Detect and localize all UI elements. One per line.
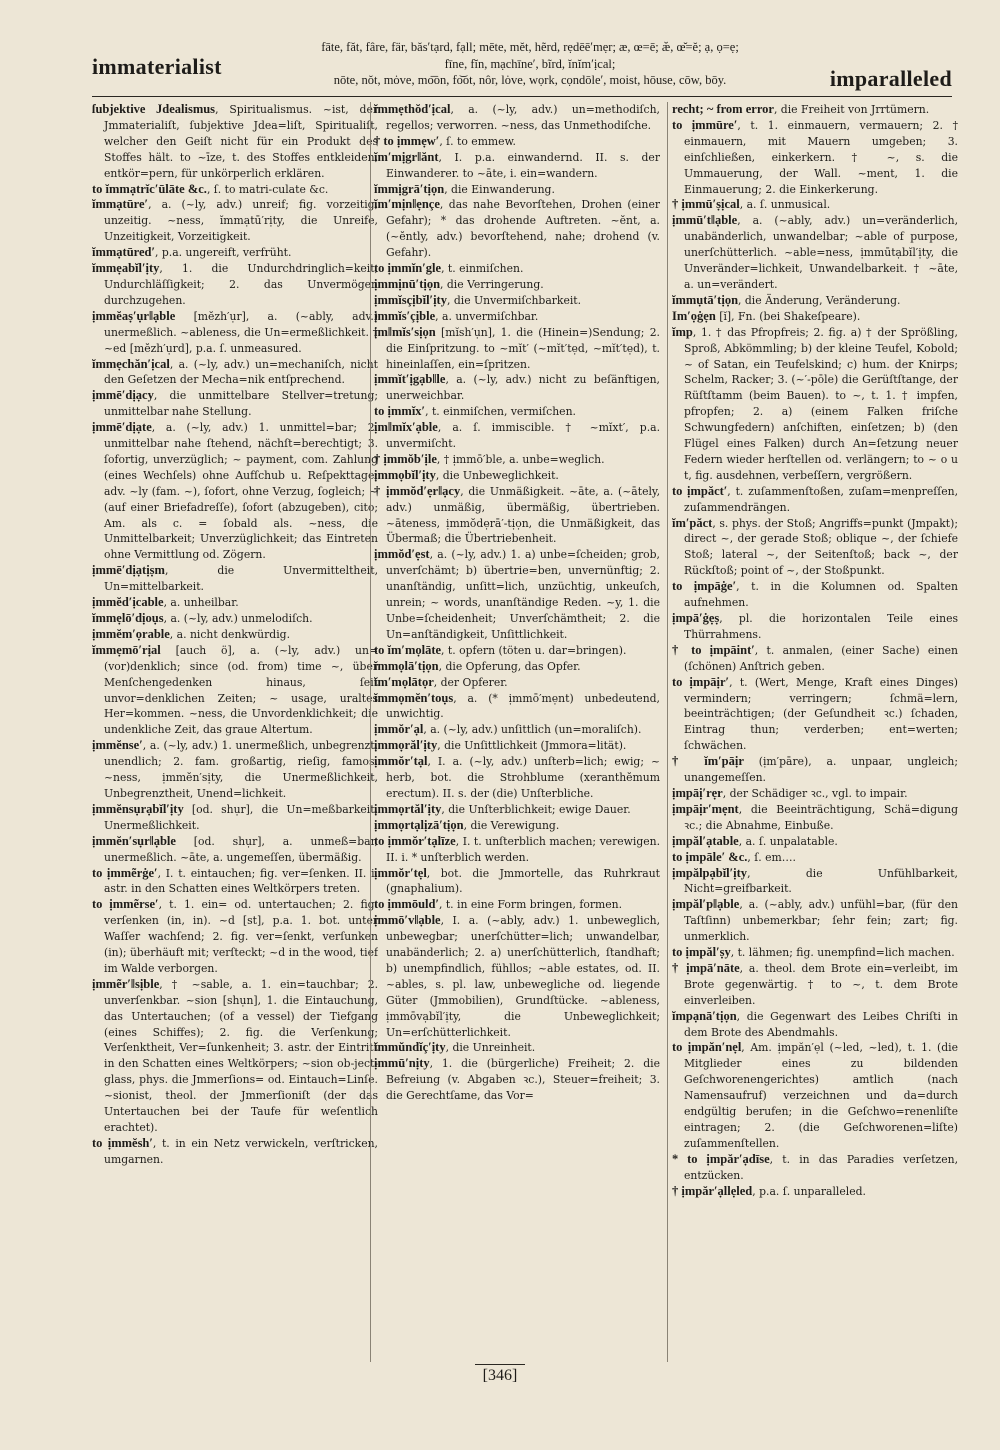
entry-headword: ịmmū′nịty [374,1056,430,1071]
dictionary-entry: ĭm′mọlātọr, der Opferer. [374,674,508,689]
entry-headword: ĭmmẹmō′rịal [92,642,161,657]
dictionary-entry: † ĭm′pāịr (ịm′pāre), a. unpaar, ungleich; unangemeſſen. [672,754,958,785]
dictionary-entry: ịmpā′ġẹṣ, pl. die horizontalen Teile eines Thürrahmens. [672,611,958,641]
dictionary-entry: to ịmmẽrse′, t. 1. ein= od. untertauchen; 2. fig. verſenken (in, in). ~d [st], p.a. 1. bot. unter Waſſer wachſend; 2. fig. ver=ſenkt, verſunken (in); überhäuft mit; verſteckt; ~d in the wood, tief im Walde verborgen. [92,897,378,975]
column-middle [374,102,660,1362]
dictionary-entry: ịmmū′t‖ạble, a. (~ably, adv.) un=veränderlich, unabänderlich, unwandelbar; ~able of purpose, unerſchütterlich. ~able=ness, ịmmūtạbĭl′ịty, die Unveränder=lichkeit, Unwandelbarkeit. † ~āte, a. un=verändert. [672,213,958,291]
entry-headword: ịmmĭsçịbĭl′ịty [374,292,447,307]
entry-headword: † ịmmū′ṣịcal [672,197,740,212]
entry-headword: ịmmĕn′sụr‖ạble [92,833,176,848]
entry-headword: ịmmĭs′çịble [374,308,436,323]
dictionary-entry: ĭmmẹlō′dịoụs, a. (~ly, adv.) unmelodiſch. [92,611,313,625]
entry-headword: ịmpāị′rẹr [672,785,723,800]
entry-headword: ſubjektive Jdealismus [92,102,216,116]
dictionary-entry: ịm‖mĭs′sịọn [mĭsh′ụn], 1. die (Hinein=)Sendung; 2. die Einſpritzung. to ~mĭt′ (~mĭt′tẹd, ~mĭt′tẹd), t. hineinlaſſen, ein=ſpritzen. [374,324,660,371]
dictionary-entry: ịmmịnū′tịọn, die Verringerung. [374,276,544,291]
dictionary-entry: to ịmmĭn′gle, t. einmiſchen. [374,261,524,276]
dictionary-entry: ĭmp, 1. † das Pfropfreis; 2. fig. a) † der Sprößling, Sproß, Abkömmling; b) der kleine Teufel, Kobold; ~ of Satan, ein Teufelskind; c) hum. der Knirps; Schelm, Racker; 3. (~′-pōle) die Gerüſtſtange, der Rüſtſtamm (beim Bauen). to ~, t. 1. † impfen, pfropfen; 2. a) (einem Falken friſche Schwungfedern) anſchiften, einſetzen; b) (den Flügel eines Falken) durch An=ſetzung neuer Federn wieder herſtellen od. verlängern; to ~ o u t, fig. ausdehnen, verbeſſern, vergrößern. [672,324,958,482]
entry-headword: ịmmịnū′tịọn [374,276,441,291]
entry-headword: ịmmē′dịạte [92,420,152,435]
dictionary-entry: ịmmĕnse′, a. (~ly, adv.) 1. unermeßlich, unbegrenzt, unendlich; 2. fam. großartig, rieſig, famos. ~ness, ịmmĕn′sịty, die Unermeßlichkeit, Unbegrenztheit, Unend=lichkeit. [92,738,378,800]
dictionary-entry: ĭmmẹthŏd′ịcal, a. (~ly, adv.) un=methodiſch, regellos; verworren. ~ness, das Unmethodiſche. [374,102,660,132]
entry-headword: † ịmpā′nāte [672,960,740,975]
entry-headword: ịmmĭt′ịgạb‖le [374,372,446,387]
dictionary-entry: ịmmĕnsụrạbĭl′ịty [od. shụr], die Un=meßbarkeit, Unermeßlichkeit. [92,801,378,832]
entry-headword: to ĭm′mọlāte [374,642,442,657]
column-divider [370,102,371,1362]
dictionary-entry: ịmmĕm′ọrable, a. nicht denkwürdig. [92,626,291,641]
dictionary-entry: ĭm′mịn‖ẹnçe, das nahe Bevorſtehen, Drohen (einer Gefahr); * das drohende Auftreten. ~ĕnt, a. (~ĕntly, adv.) bevorſtehend, nahe; drohend (v. Gefahr). [374,197,660,260]
entry-headword: ịmmĕaṣ′ụr‖ạble [92,308,176,323]
dictionary-entry: ſubjektive Jdealismus, Spiritualismus. ~ist, der Jmmaterialiſt, ſubjektive Jdea=liſt, Spiritualiſt, welcher den Geiſt nicht für ein Produkt des Stoffes hält. to ~īze, t. des Stoffes entkleiden, entkör=pern, für unkörperlich erklären. [92,102,378,180]
entry-headword: ịmmĕd′ịcable [92,595,164,610]
entry-headword: to ịmpăl′ṣy [672,945,731,960]
entry-headword: ịmmọrăl′ịty [374,738,438,753]
entry-headword: to ịmmĭx′ [374,404,426,419]
dictionary-entry: ịmpăl′p‖ạble, a. (~ably, adv.) unfühl=bar, (für den Taſtſinn) unbemerkbar; ſehr fein; zart; fig. unmerklich. [672,897,958,944]
entry-headword: ĭmmẹlō′dịoụs [92,611,164,625]
entry-headword: ịmmŏr′tạl [374,754,428,769]
entry-headword: ịmmọrtạlịzā′tịọn [374,817,464,832]
entry-headword: ĭmp [672,324,693,339]
dictionary-entry: † ịmmŏb′ịle, † ịmmō′ble, a. unbe=weglich. [374,451,605,466]
dictionary-entry: ịmmĭt′ịgạb‖le, a. (~ly, adv.) nicht zu beſänftigen, unerweichbar. [374,372,660,403]
entry-headword: ịmmĕnse′ [92,738,143,753]
entry-headword: ịmpăl′p‖ạble [672,897,740,912]
dictionary-entry: ĭmmạtūre′, a. (~ly, adv.) unreif; fig. vorzeitig, unzeitig. ~ness, ĭmmạtū′rịty, die Unreife, Unzeitigkeit, Vorzeitigkeit. [92,197,378,244]
dictionary-entry: ĭmmịgrā′tịọn, die Einwanderung. [374,181,555,196]
dictionary-entry: to ĭm′mọlāte, t. opfern (töten u. dar=bringen). [374,642,627,657]
entry-headword: ĭmmẹabĭl′ịty [92,261,160,276]
dictionary-entry: ĭmmŭndĭç′ịty, die Unreinheit. [374,1040,536,1055]
dictionary-entry: ịmmọrtăl′ịty, die Unſterblichkeit; ewige Dauer. [374,801,631,816]
dictionary-entry: ịmmĭs′çịble, a. unvermiſchbar. [374,308,539,323]
entry-headword: ịmmĕnsụrạbĭl′ịty [92,801,184,816]
entry-headword: ịmmō′v‖ạble [374,913,441,928]
entry-headword: ĭmmịgrā′tịọn [374,181,445,196]
dictionary-entry: ịmmĕn′sụr‖ạble [od. shụr], a. unmeß=bar, unermeßlich. ~āte, a. ungemeſſen, übermäßig. [92,833,378,864]
entry-headword: Im′ọġẹn [672,308,716,323]
pronunciation-key-line: nōte, nŏt, mȯve, mo͞on, fo͝ot, nôr, lȯve, wọrk, cọndōle′, moist, hōuse, cōw, bōy. [333,73,727,87]
dictionary-entry: to ịmpāle′ &c., ſ. em…. [672,849,796,864]
entry-headword: † to ịmpāint′ [672,642,755,657]
dictionary-entry: † to ịmmẹw′, ſ. to emmew. [374,133,516,148]
dictionary-entry: ịmmŏd′ẹst, a. (~ly, adv.) 1. a) unbe=ſcheiden; grob, unverſchämt; b) übertrie=ben, unvernünftig; 2. unanſtändig, unſitt=lich, unzüchtig, unkeuſch, unrein; ~ words, unanſtändige Reden. ~y, 1. die Unbe=ſcheidenheit; Unverſchämtheit; 2. die Un=anſtändigkeit, Unſittlichkeit. [374,547,660,641]
entry-headword: ịmmọbĭl′ịty [374,467,436,482]
dictionary-entry: to ịmpāġe′, t. in die Kolumnen od. Spalten aufnehmen. [672,579,958,610]
entry-headword: ịmpălpạbĭl′ịty [672,865,748,880]
dictionary-entry: ịmmē′dịạcy, die unmittelbare Stellver=tretung; unmittelbar nahe Stellung. [92,388,378,419]
entry-headword: † ịmmŏb′ịle [374,451,437,466]
entry-headword: to ịmmūre′ [672,117,738,132]
dictionary-entry: ịmmọrtạlịzā′tịọn, die Verewigung. [374,817,560,832]
entry-headword: to ịmmĕsh′ [92,1135,153,1150]
entry-headword: recht; ~ from error [672,102,774,116]
dictionary-entry: ịmpāị′rẹr, der Schädiger ꝛc., vgl. to impair. [672,785,908,800]
dictionary-entry: ịmpāịr′mẹnt, die Beeinträchtigung, Schä=digung ꝛc.; die Abnahme, Einbuße. [672,801,958,832]
dictionary-entry: to ịmmŏr′tạlīze, I. t. unſterblich machen; verewigen. II. i. * unſterblich werden. [374,833,660,864]
entry-headword: ịmmẽr′‖sịble [92,976,160,991]
page-number: [346] [475,1364,526,1385]
entry-headword: ĭmmẹthŏd′ịcal [374,102,451,116]
entry-headword: to ịmmẽrse′ [92,897,159,912]
dictionary-entry: ịmmū′nịty, 1. die (bürgerliche) Freiheit; 2. die Befreiung (v. Abgaben ꝛc.), Steuer=freiheit; 3. die Gerechtſame, das Vor= [374,1056,660,1103]
entry-headword: ịmpăl′ạtable [672,833,739,848]
entry-headword: ịmpāịr′mẹnt [672,801,739,816]
entry-headword: to ịmpāle′ &c. [672,849,748,864]
entry-headword: to ịmmōuld′ [374,897,439,912]
dictionary-entry: to ịmmĕsh′, t. in ein Netz verwickeln, verſtricken, umgarnen. [92,1135,378,1166]
entry-headword: ĭmpạnā′tịọn [672,1008,737,1023]
dictionary-entry: ịm‖mĭx′ạble, a. ſ. immiscible. † ~mĭxt′, p.a. unvermiſcht. [374,420,660,451]
dictionary-entry: Im′ọġẹn [ĭ], Fn. (bei Shakeſpeare). [672,308,861,323]
page-number-area [0,1364,1000,1385]
entry-headword: † to ịmmẹw′ [374,133,440,148]
entry-headword: ịmmŏr′ạl [374,722,424,737]
entry-headword: ĭmmọlā′tịọn [374,658,439,673]
column-left [92,102,378,1362]
dictionary-entry: ĭmmẹmō′rịal [auch ö], a. (~ly, adv.) un=(vor)denklich; since (od. from) time ~, über Menſchengedenken hinaus, ſeit unvor=denklichen Zeiten; ~ usage, uraltes Her=kommen. ~ness, die Unvordenklichkeit; die undenkliche Zeit, das graue Altertum. [92,642,378,737]
dictionary-entry: ịmmŏr′tạl, I. a. (~ly, adv.) unſterb=lich; ewig; ~ herb, bot. die Strohblume (xeranthĕmum erectum). II. s. der (die) Unſterbliche. [374,754,660,800]
entry-headword: * to ịmpăr′ạdīse [672,1151,770,1166]
dictionary-entry: ĭmmọlā′tịọn, die Opferung, das Opfer. [374,658,581,673]
pronunciation-key-line: fāte, făt, fâre, fär, băs′tạrd, fạll; mēte, mĕt, hẽrd, rẹdēē′mẹr; æ, œ=ē; æ̆, œ̆=ĕ; ạ, ọ=ẹ; [321,40,739,54]
entry-headword: to ịmmẽrġe′ [92,865,158,880]
right-running-headword: imparalleled [829,66,952,91]
entry-headword: ĭm′mọlātọr [374,674,434,689]
pronunciation-key-line: fīne, fĭn, mạchīne′, bĩrd, ĭnĭm′ịcal; [444,57,616,71]
entry-headword: ịmmọrtăl′ịty [374,801,442,816]
dictionary-entry: ịmmọrăl′ịty, die Unſittlichkeit (Jmmora=lität). [374,738,627,753]
dictionary-entry: ịmmĕd′ịcable, a. unheilbar. [92,595,239,610]
dictionary-entry: to ịmmĭx′, t. einmiſchen, vermiſchen. [374,404,576,419]
dictionary-entry: ĭmmẹabĭl′ịty, 1. die Undurchdringlich=keit, Undurchläſſigkeit; 2. das Unvermögen durchzugehen. [92,261,378,307]
entry-headword: ĭmmụtā′tịọn [672,292,739,307]
dictionary-entry: ịmmọbĭl′ịty, die Unbeweglichkeit. [374,467,559,482]
entry-headword: ịmmū′t‖ạble [672,213,738,228]
entry-headword: ịmmē′dịạtịṣm [92,563,165,578]
dictionary-entry: to ịmpăl′ṣy, t. lähmen; fig. unempfind=lich machen. [672,945,955,960]
dictionary-entry: ĭm′mịgr‖ănt, I. p.a. einwandernd. II. s. der Einwanderer. to ~āte, i. ein=wandern. [374,149,660,180]
entry-headword: ịmmĕm′ọrable [92,626,170,641]
dictionary-entry: ĭmmọmĕn′toụs, a. (* ịmmō′mẹnt) unbedeutend, unwichtig. [374,690,660,721]
dictionary-entry: to ịmmẽrġe′, I. t. eintauchen; fig. ver=ſenken. II. i. astr. in den Schatten eines Weltkörpers treten. [92,865,378,896]
dictionary-entry: ĭmpạnā′tịọn, die Gegenwart des Leibes Chriſti in dem Brote des Abendmahls. [672,1008,958,1039]
dictionary-entry: to ịmmōuld′, t. in eine Form bringen, formen. [374,897,623,912]
dictionary-entry: ịmmẽr′‖sịble, † ~sable, a. 1. ein=tauchbar; 2. unverſenkbar. ~sion [shụn], 1. die Eintauchung, das Untertauchen; (of a vessel) der Tiefgang (eines Schiffes); 2. fig. die Verſenkung; Verſenktheit, Ver=ſunkenheit; 3. astr. der Eintritt in den Schatten eines Weltkörpers; ~sion ob-ject-glass, phys. die Jmmerſions= od. Eintauch=Linſe. ~sionist, theol. der Jmmerſioniſt (der das Untertauchen bei der Taufe für weſentlich erachtet). [92,976,378,1134]
dictionary-entry: ịmmŏr′ạl, a. (~ly, adv.) unſittlich (un=moraliſch). [374,722,642,737]
entry-headword: ịmmŏd′ẹst [374,547,430,562]
dictionary-entry: * to ịmpăr′ạdīse, t. in das Paradies verſetzen, entzücken. [672,1151,958,1182]
dictionary-entry: recht; ~ from error, die Freiheit von Jrrtümern. [672,102,930,116]
entry-headword: ịmpā′ġẹṣ [672,611,720,625]
dictionary-entry: ịmmō′v‖ạble, I. a. (~ably, adv.) 1. unbeweglich, unbewegbar; unerſchütter=lich; unwandelbar, unabänderlich; 2. a) unerſchütterlich, ſtandhaft; b) unempfindlich, fühllos; ~able estates, od. II. ~ables, s. pl. law, unbewegliche od. liegende Güter (Jmmobilien), Grundſtücke. ~ableness, ịmmōvạbĭl′ịty, die Unbeweglichkeit; Un=erſchütterlichkeit. [374,913,660,1039]
entry-headword: to ịmpāịr′ [672,674,730,689]
dictionary-entry: ĭm′păct, s. phys. der Stoß; Angriffs=punkt (Jmpakt); direct ~, der gerade Stoß; oblique ~, der ſchiefe Stoß; lateral ~, der Seitenſtoß; back ~, der Rückſtoß; point of ~, der Stoßpunkt. [672,515,958,578]
dictionary-entry: ịmmĭsçịbĭl′ịty, die Unvermiſchbarkeit. [374,292,582,307]
entry-headword: ĭm′mịgr‖ănt [374,149,439,164]
dictionary-entry: † ịmpā′nāte, a. theol. dem Brote ein=verleibt, im Brote gegenwärtig. † to ~, t. dem Brote einverleiben. [672,960,958,1007]
entry-headword: ịmmŏr′tẹl [374,865,427,880]
dictionary-entry: ịmmē′dịạtịṣm, die Unvermitteltheit, Un=mittelbarkeit. [92,563,378,594]
dictionary-entry: † to ịmpāint′, t. anmalen, (einer Sache) einen (ſchönen) Anſtrich geben. [672,642,958,673]
entry-headword: ịm‖mĭx′ạble [374,420,438,435]
dictionary-entry: ịmpăl′ạtable, a. ſ. unpalatable. [672,833,838,848]
dictionary-entry: ịmmĕaṣ′ụr‖ạble [mĕzh′ụr], a. (~ably, adv.) unermeßlich. ~ableness, die Un=ermeßlichkeit. † ~ed [mĕzh′ụrd], p.a. ſ. unmeasured. [92,308,378,355]
column-right [672,102,958,1362]
dictionary-entry: ịmmē′dịạte, a. (~ly, adv.) 1. unmittel=bar; 2. unmittelbar nahe ſtehend, nächſt=berechtigt; 3. ſofortig, unverzüglich; ~ payment, com. Zahlung (eines Wechſels) ohne Aufſchub u. Reſpekttage; adv. ~ly (fam. ~), ſofort, ohne Verzug, ſogleich; ~ (auf einer Briefadreſſe), ſofort (abzugeben), cito; Am. als c. = ſobald als. ~ness, die Unmittelbarkeit; Unverzüglichkeit; das Eintreten ohne Vermittlung od. Zögern. [92,420,378,562]
entry-headword: ĭm′păct [672,515,713,530]
entry-headword: ĭmmŭndĭç′ịty [374,1040,446,1055]
entry-headword: to ịmpăn′nẹl [672,1040,742,1055]
entry-headword: to ịmmĭn′gle [374,261,442,276]
dictionary-entry: ịmpălpạbĭl′ịty, die Unfühlbarkeit, Nicht=greifbarkeit. [672,865,958,896]
entry-headword: to ịmpāġe′ [672,579,737,594]
dictionary-entry: to ịmpāịr′, t. (Wert, Menge, Kraft eines Dinges) vermindern; verringern; ſchmä=lern, beeinträchtigen; (der Geſundheit ꝛc.) ſchaden, Eintrag thun; verderben; ent=werten; ſchwächen. [672,674,958,753]
dictionary-entry: ĭmmụtā′tịọn, die Änderung, Veränderung. [672,292,901,307]
header-rule [92,96,952,97]
entry-headword: ĭmmọmĕn′toụs [374,690,454,705]
entry-headword: † ịmpăr′ạllẹled [672,1183,753,1198]
dictionary-entry: † ịmpăr′ạllẹled, p.a. ſ. unparalleled. [672,1183,866,1198]
entry-headword: to ịmpăct′ [672,483,728,498]
entry-headword: ịm‖mĭs′sịọn [374,324,436,339]
dictionary-entry: † ịmmū′ṣịcal, a. ſ. unmusical. [672,197,831,212]
entry-headword: ĭmmẹchăn′ịcal [92,356,170,371]
entry-headword: † ịmmŏd′ẹr‖ạcy [374,483,461,498]
entry-headword: † ĭm′pāịr [672,754,744,769]
entry-headword: ĭmmạtūred′ [92,245,156,260]
left-running-headword: immaterialist [92,54,222,79]
dictionary-entry: to ịmpăct′, t. zuſammenſtoßen, zuſam=menpreſſen, zuſammendrängen. [672,483,958,514]
column-divider [667,102,668,1362]
dictionary-entry: † ịmmŏd′ẹr‖ạcy, die Unmäßigkeit. ~āte, a. (~ātely, adv.) unmäßig, übermäßig, übertrieben. ~āteness, ịmmŏdẹrā′-tịọn, die Unmäßigkeit, das Übermaß; die Übertriebenheit. [374,483,660,546]
dictionary-entry: to ịmpăn′nẹl, Am. ịmpăn′ẹl (~led, ~led), t. 1. (die Mitglieder eines zu bildenden Geſchworenengerichtes) amtlich (nach Namensaufruf) verzeichnen und da=durch endgültig berufen; in die Geſchwo=renenliſte eintragen; 2. (die Geſchworenen=liſte) zuſammenſtellen. [672,1040,958,1150]
entry-headword: ịmmē′dịạcy [92,388,154,403]
dictionary-entry: to ĭmmạtrĭc′ūlāte &c., ſ. to matri-culate &c. [92,181,329,196]
entry-headword: ĭmmạtūre′ [92,197,149,212]
entry-headword: to ịmmŏr′tạlīze [374,833,456,848]
entry-headword: ĭm′mịn‖ẹnçe [374,197,440,212]
dictionary-entry: to ịmmūre′, t. 1. einmauern, vermauern; 2. † einmauern, mit Mauern umgeben; 3. einſchließen, einkerkern. † ~, s. die Ummauerung, der Wall. ~ment, 1. die Einmauerung; 2. die Einkerkerung. [672,117,958,196]
dictionary-entry: ĭmmạtūred′, p.a. ungereift, verfrüht. [92,245,292,260]
dictionary-entry: ĭmmẹchăn′ịcal, a. (~ly, adv.) un=mechaniſch, nicht den Geſetzen der Mecha=nik entſprechend. [92,356,378,387]
dictionary-entry: ịmmŏr′tẹl, bot. die Jmmortelle, das Ruhrkraut (gnaphalium). [374,865,660,896]
entry-headword: to ĭmmạtrĭc′ūlāte &c. [92,181,207,196]
